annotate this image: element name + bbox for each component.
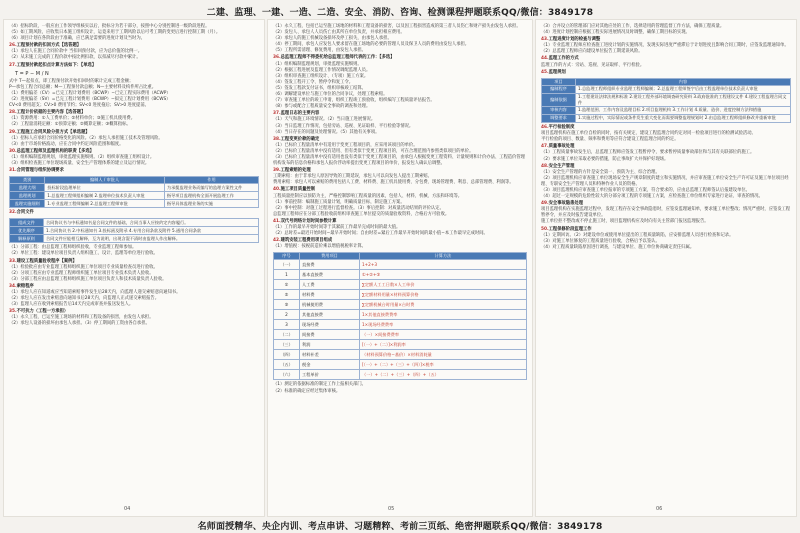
table-cell: 人工费 bbox=[300, 280, 360, 290]
section-number: 32. bbox=[9, 210, 17, 216]
paragraph: （1）天气和施工环境情况。（2）当日施工进展情况。 bbox=[273, 117, 376, 123]
section-title: 平行检验制度 bbox=[548, 125, 575, 131]
paragraph: （2）发包人、承包人人员伤亡由其所在单位负责，并承担相应费用。 bbox=[273, 30, 405, 36]
table-cell: 投标阶段监理单位 bbox=[45, 184, 165, 192]
table-row bbox=[10, 219, 259, 227]
paragraph: 工期索赔：由于非承包人原因导致的工期延误，承包人可以向发包人提出工期索赔。 bbox=[273, 174, 432, 180]
table-cell: 1.合同协议书 2.中标通知书 3.投标函及附录 4.专用合同条款及附件 5.通用合同条款 bbox=[44, 227, 259, 235]
paragraph: 费用索赔：承包人可以索赔的费用包括人工费、材料费、施工机具使用费、分包费、现场管理费、利息、总部管理费、利润等。 bbox=[273, 180, 514, 186]
table-cell: 1 bbox=[274, 270, 300, 280]
table-cell: 2 bbox=[274, 310, 300, 320]
footer-banner: 名师面授精华、央企内训、考点串讲、习题精粹、考前三页纸、绝密押题联系QQ/微信：3849178 bbox=[197, 522, 603, 532]
cost-table bbox=[273, 252, 527, 380]
paragraph: （3）组织检查施工单位现场质量、安全生产管理体系的建立及运行情况。 bbox=[9, 160, 150, 166]
plan-table-header: 作用 bbox=[164, 177, 258, 184]
review-table-header: 内容 bbox=[576, 78, 791, 85]
table-cell: 编制依据 bbox=[542, 93, 576, 106]
table-cell: 材料费 bbox=[300, 290, 360, 300]
paragraph: （3）已标价工程量清单中没有适用也没有类似于变更工程项目的，由承包人根据变更工程资料、计量规则和计价办法、工程造价管理机构发布的信息价格和承包人报价浮动率提出变更工程项目的单价，报发包人确认后调整。 bbox=[273, 154, 525, 167]
paragraph: （2）项目监理机构应审查施工单位现场安全生产规章制度的建立和实施情况，并应审查施工单位安全生产许可证及施工单位项目经理、专职安全生产管理人员和特种作业人员的资格。 bbox=[541, 175, 789, 187]
table-cell: 直接费 bbox=[300, 260, 360, 270]
section-number: 34. bbox=[9, 283, 17, 289]
section-title: 工程进度计划的检查与调整 bbox=[548, 37, 601, 43]
page-left bbox=[3, 19, 265, 517]
table-row bbox=[542, 93, 791, 106]
section-title: 双代号网络计划时间参数计算 bbox=[280, 218, 337, 224]
table-cell: 利润 bbox=[300, 340, 360, 350]
table-row bbox=[10, 184, 259, 192]
section-title: 建筑安装工程费用项目组成 bbox=[280, 238, 333, 244]
paragraph: （3）分部工程应由总监理工程师组织施工单位项目负责人和技术质量负责人验收。 bbox=[9, 276, 167, 282]
cost-table-header: 费用项目 bbox=[300, 253, 360, 260]
paragraph: （2）标准的确定应经过集体审核。 bbox=[273, 388, 341, 394]
contract-table bbox=[9, 218, 259, 243]
table-cell: ③ bbox=[274, 300, 300, 310]
section-number: 33. bbox=[9, 258, 17, 264]
table-cell: 1.监理范围、工作内容及监理目标 2.项目监理机构 3.工作计划 4.质量、造价、进度控制方法和措施 bbox=[576, 107, 791, 115]
table-cell: 合同协议书与中标通知书是合同文件的基础，合同当事人应按约定内容履行。 bbox=[44, 219, 259, 227]
section-title: 合同文件 bbox=[16, 210, 34, 216]
table-row bbox=[542, 115, 791, 123]
section-title: 工程变更价款的确定 bbox=[280, 136, 320, 142]
table-row bbox=[542, 107, 791, 115]
table-cell: [（一）+（二）]×利润率 bbox=[360, 340, 527, 350]
section-title: 工程索赔的处理 bbox=[280, 168, 311, 174]
table-cell: ① bbox=[274, 280, 300, 290]
paragraph: （4）当日存在的问题及处理情况。（5）其他有关事项。 bbox=[273, 129, 380, 135]
section-number: 49. bbox=[541, 201, 549, 207]
formula: T = P − M / N bbox=[15, 70, 49, 77]
paragraph: （5）如工期风险，应收集日本施工组织设计，运竟来用于工期风险以后可考工期的变更后进行控制工期（月）。 bbox=[9, 30, 221, 36]
paragraph: 平行检验的项目、数量、频率和费用等应符合建设工程监理合同的约定。 bbox=[541, 137, 679, 143]
table-cell: （六） bbox=[274, 370, 300, 380]
left-column bbox=[4, 20, 264, 332]
table-row bbox=[274, 320, 527, 330]
table-cell: 1.专业监理工程师编制 2.总监理工程师审批 bbox=[45, 200, 165, 208]
table-row bbox=[274, 370, 527, 380]
paragraph: （4）招标阶段，一般应由工作领导组核实以后，批标分为若干部分，按照中心分别控制进一级阶段进程。 bbox=[9, 24, 210, 29]
section-title: 总监理工程师及监理机构的职责【多选】 bbox=[16, 148, 94, 154]
left-text-block-2 bbox=[9, 210, 259, 216]
paragraph: 总监理工程师应在分部工程验收前组织审查施工单位提交的质量验收资料，合格后方可验收。 bbox=[273, 211, 450, 217]
table-cell: （五） bbox=[274, 360, 300, 370]
section-number: 43. bbox=[541, 37, 549, 43]
paragraph: （5）工程所需清理、修复费用，由发包人承担。 bbox=[273, 48, 366, 54]
table-cell: 工程单价 bbox=[300, 370, 360, 380]
table-cell: 编制程序 bbox=[542, 85, 576, 93]
table-cell: 1.实施过程中，实际情况或条件发生重大变化而需要调整监理规划时 2.由总监理工程师组织修改并重新审批 bbox=[576, 115, 791, 123]
paragraph: （2）分项工程应由专业监理工程师组织施工单位项目专业技术负责人验收。 bbox=[9, 270, 154, 276]
paragraph: （1）招标人应承担合同价格变化的风险。（2）承包人承担施工技术及管理风险。 bbox=[9, 135, 163, 141]
table-row bbox=[10, 235, 259, 243]
paragraph: （3）监理人应在收到索赔报告后14天内完成审查并报送发包人。 bbox=[9, 302, 134, 308]
table-cell: 1+2+3 bbox=[360, 260, 527, 270]
paragraph: （2）已标价工程量清单中没有适用、但有类似于变更工程项目的，可在合理范围内参照类似项目的单价。 bbox=[273, 148, 474, 154]
paragraph: （1）费用偏差（CV）=已完工程计划费用（BCWP）−已完工程实际费用（ACWP） bbox=[9, 90, 171, 96]
section-title: 不可抗力（工程一方承担） bbox=[16, 309, 69, 315]
paragraph: （2）总时差=最迟开始时间−最早开始时间；自由时差=紧后工作最早开始时间的最小值−本工作最早完成时间。 bbox=[273, 231, 488, 237]
paragraph: （4）停工期间，承包人应发包人要求留在施工场地的必要的管理人员及保卫人员的费用由发包人承担。 bbox=[273, 42, 470, 48]
section-number: 31. bbox=[9, 168, 17, 174]
page-right bbox=[535, 19, 797, 517]
paragraph: （3）项目监理机构应审查施工单位报审的专项施工方案，符合要求的，应由总监理工程师签认后报建设单位。 bbox=[541, 187, 750, 193]
paragraph: （1）安全生产管理的方针是安全第一、预防为主、综合治理。 bbox=[541, 169, 660, 175]
table-cell: ∑定额材料用量×材料预算价格 bbox=[360, 290, 527, 300]
section-number: 45. bbox=[541, 69, 549, 75]
section-title: 工程预付款的扣回方式【选答题】 bbox=[16, 43, 82, 49]
paragraph: 工程质量控制应以预防为主，严格控制影响工程质量的因素，包括人、材料、机械、方法和环境等。 bbox=[273, 193, 463, 199]
table-cell: 审核内容 bbox=[542, 107, 576, 115]
table-cell: （一）×间接费费率 bbox=[360, 330, 527, 340]
table-cell: 3 bbox=[274, 320, 300, 330]
paragraph: （2）单位工程：建设单位项目负责人组织施工、设计、监理等单位进行验收。 bbox=[9, 251, 158, 257]
table-cell: 解释原则 bbox=[10, 235, 44, 243]
paragraph: （3）对施工单位修复的工程质量进行验收，合格后予以签认。 bbox=[541, 238, 660, 244]
table-row bbox=[274, 280, 527, 290]
paragraph: （5）签发工程款支付证书，组织审核竣工结算。 bbox=[273, 85, 366, 91]
paragraph: P—承包工程合同总额；M—工程预付款总额；N—主要材料及构件所占比重。 bbox=[9, 84, 157, 90]
section-number: 38. bbox=[273, 136, 281, 142]
table-cell: 1.总监理工程师组织专业监理工程师编制；2.总监理工程师签字后由工程监理单位技术负责人审批 bbox=[576, 85, 791, 93]
section-number: 35. bbox=[9, 309, 17, 315]
cost-table-header: 计算方法 bbox=[360, 253, 527, 260]
paragraph: （2）事中控制：对施工过程进行监督检查。（3）事后控制：对质量活动结果的评价认定。 bbox=[273, 205, 444, 211]
cost-table-body bbox=[274, 260, 527, 380]
table-cell: 合同文件应能相互解释，互为说明，出现含混不清时由监理人作出解释。 bbox=[44, 235, 259, 243]
table-row bbox=[274, 350, 527, 360]
table-row bbox=[274, 360, 527, 370]
section-title: 安全事故隐患处理 bbox=[548, 201, 583, 207]
section-title: 工程预付款起扣点计算方法如下：【单选】 bbox=[16, 62, 97, 68]
table-cell: ∑定额人工工日数×人工单价 bbox=[360, 280, 527, 290]
table-cell: 1×现场经费费率 bbox=[360, 320, 527, 330]
table-cell: 基本直接费 bbox=[300, 270, 360, 280]
right-text-block-1 bbox=[541, 24, 791, 76]
table-cell: （材料预算价格−基价）×材料消耗量 bbox=[360, 350, 527, 360]
paragraph: （6）调解建设单位与施工单位的合同争议，处理工程索赔。 bbox=[273, 92, 388, 98]
section-number: 36. bbox=[273, 55, 281, 61]
paragraph: （3）承包人的施工机械设备损坏及停工损失，由承包人承担。 bbox=[273, 36, 392, 42]
paragraph: （1）检验批应由专业监理工程师组织施工单位项目专业质量检查员进行验收。 bbox=[9, 264, 158, 270]
table-cell: 1.总监理工程师组织编制 2.监理单位技术负责人审批 bbox=[45, 192, 165, 200]
table-cell: （二） bbox=[274, 330, 300, 340]
section-title: 监理规划 bbox=[548, 69, 566, 75]
paragraph: （1）专业监理工程师应检查施工进度计划的实施情况，发现实际进度严重滞后于计划进度且影响合同工期时，应签发监理通知单。 bbox=[541, 43, 789, 49]
paragraph: （6）项目计划在各阶段由于准确，应已满足需要的进度计划及当时为。 bbox=[9, 36, 145, 42]
paragraph: （2）工程量消耗定额：①预算定额；②概算定额；③概算指标。 bbox=[9, 122, 131, 128]
plan-review-table bbox=[541, 78, 791, 123]
cost-table-header: 序号 bbox=[274, 253, 300, 260]
section-number: 50. bbox=[541, 226, 549, 232]
paragraph: 式中 T—起扣点，即工程预付款开始扣回时的累计完成工程金额； bbox=[9, 78, 134, 84]
section-number: 37. bbox=[273, 111, 281, 117]
table-row bbox=[10, 227, 259, 235]
section-number: 48. bbox=[541, 163, 549, 169]
paragraph: （3）由于市场价格波动，应在合同中约定风险范围和幅度。 bbox=[9, 141, 124, 147]
table-cell: 现场经费 bbox=[300, 320, 360, 330]
table-cell: [（一）+（二）+（三）+（四）]×税率 bbox=[360, 360, 527, 370]
paragraph: （2）总监理工程师应向建设单位报告工期延误风险。 bbox=[541, 49, 643, 55]
paragraph: （3）当日监理工作情况，包括旁站、巡视、见证取样、平行检验等情况。 bbox=[273, 123, 414, 129]
paragraph: （4）进度计划控制应根据工程实际进展情况及时调整，确保工期目标的实现。 bbox=[541, 30, 690, 36]
table-cell: 机械使用费 bbox=[300, 300, 360, 310]
section-number: 42. bbox=[273, 238, 281, 244]
table-cell: 调整要求 bbox=[542, 115, 576, 123]
section-number: 28. bbox=[9, 110, 17, 116]
table-cell: 间接费 bbox=[300, 330, 360, 340]
page-number: 05 bbox=[388, 506, 395, 512]
section-heading bbox=[541, 70, 791, 76]
paragraph: （1）工作的最早开始时间等于其紧前工作最早完成时间的最大值。 bbox=[273, 225, 401, 230]
paragraph: （2）根据工程进展及监理工作情况调配监理人员。 bbox=[273, 67, 371, 73]
paragraph: （1）永久工程、包括已运至施工场地的材料和工程设备的损害，以及因工程损害造成的第三者人员伤亡和财产损失由发包人承担。 bbox=[273, 24, 521, 29]
middle-text-block-after bbox=[273, 382, 527, 394]
paragraph: （8）参与或配合工程质量安全事故的调查和处理。 bbox=[273, 104, 371, 110]
page-middle bbox=[267, 19, 533, 517]
header-banner: 二建、监理、一建、一造、二造、安全、消防、咨询、检测课程押题联系QQ/微信：3849178 bbox=[206, 8, 594, 18]
page-number: 04 bbox=[124, 506, 131, 512]
section-title: 合同管理与组织协调要求 bbox=[16, 168, 64, 174]
table-cell: 材料补差 bbox=[300, 350, 360, 360]
table-cell: 指导具体监理业务的实施 bbox=[164, 200, 258, 208]
left-text-block-3 bbox=[9, 245, 259, 327]
paragraph: （1）已标价工程量清单中有适用于变更工程项目的，应采用该项目的单价。 bbox=[273, 142, 418, 148]
paragraph: （3）合并设立的管理部门应对其他应处的工作，选择适用的管理监督工作方法，确保工程质量。 bbox=[541, 24, 725, 29]
paragraph: （4）对工程质量缺陷原因进行调查，与建设单位、施工单位协商确定责任归属。 bbox=[541, 244, 695, 250]
section-title: 工程施工合同风险分担方式【单选题】 bbox=[16, 129, 90, 135]
paragraph: （1）资源费用：①人工费单价；②材料单价；③施工机具使用费。 bbox=[9, 116, 136, 122]
table-cell: 其他直接费 bbox=[300, 310, 360, 320]
table-row bbox=[10, 200, 259, 208]
table-row bbox=[10, 192, 259, 200]
paragraph: 监理工作的方式：旁站、巡视、见证取样、平行检验。 bbox=[541, 62, 645, 68]
paragraph: （4）超过一定规模的危险性较大的分部分项工程的专项施工方案，应检查施工单位组织专家进行论证、审查的情况。 bbox=[541, 194, 763, 200]
middle-text-block bbox=[273, 24, 527, 250]
plan-table-header: 编制人 / 审批人 bbox=[45, 177, 165, 184]
section-number: 27. bbox=[9, 62, 17, 68]
table-cell: 监理大纲 bbox=[10, 184, 45, 192]
table-cell: 税金 bbox=[300, 360, 360, 370]
paragraph: （4）签发工程开工令、暂停令和复工令。 bbox=[273, 79, 354, 85]
table-cell: 组成文件 bbox=[10, 219, 44, 227]
page-number: 06 bbox=[656, 506, 663, 512]
table-cell: （三） bbox=[274, 340, 300, 350]
paragraph: （1）组织编制监理规划，审批监理实施细则。（2）组织审查施工组织设计。 bbox=[9, 154, 155, 160]
section-title: 安全生产管理 bbox=[548, 163, 575, 169]
paragraph: 项目监理机构在实施监理过程中，发现工程存在安全事故隐患时，应签发监理通知单，要求施工单位整改；情况严重时，应签发工程暂停令，并应及时报告建设单位。 bbox=[541, 207, 791, 219]
paragraph: （2）进度偏差（SV）=已完工程计划费用（BCWP）−拟完工程计划费用（BCWS） bbox=[9, 97, 171, 103]
paragraph: （1）增值税：按税前造价乘以增值税税率计算。 bbox=[273, 244, 366, 250]
section-title: 总监理工程师不得委托给总监理工程师代表的工作：【多选】 bbox=[280, 55, 395, 61]
section-number: 47. bbox=[541, 144, 549, 150]
left-text-block-1 bbox=[9, 24, 259, 174]
table-row bbox=[274, 300, 527, 310]
section-number: 29. bbox=[9, 129, 17, 135]
table-cell: 指导项目监理机构全面开展监理工作 bbox=[164, 192, 258, 200]
table-cell: ② bbox=[274, 290, 300, 300]
section-heading bbox=[9, 168, 259, 174]
paragraph: 施工单位拒不整改或不停止施工时，项目监理机构应及时向有关主管部门报送监理报告。 bbox=[541, 219, 709, 225]
paragraph: （1）测定的依据标准的制定工作上报相关部门。 bbox=[273, 382, 366, 388]
table-row bbox=[542, 85, 791, 93]
paragraph: （1）组织编制监理规划，审批监理实施细则。 bbox=[273, 61, 362, 67]
right-text-block-2 bbox=[541, 125, 791, 251]
section-heading bbox=[9, 210, 259, 216]
paragraph: （2）承包人应在发出索赔意向通知书后28天内，向监理人正式递交索赔报告。 bbox=[9, 296, 159, 302]
plan-table-header: 类别 bbox=[10, 177, 45, 184]
section-number: 30. bbox=[9, 148, 17, 154]
section-title: 建设工程质量验收程序【案例】 bbox=[16, 258, 77, 264]
section-number: 41. bbox=[273, 218, 281, 224]
section-title: 施工项目质量控制 bbox=[280, 187, 315, 193]
table-cell: 1×其他直接费费率 bbox=[360, 310, 527, 320]
plan-table bbox=[9, 176, 259, 208]
middle-column bbox=[268, 20, 532, 399]
section-number: 44. bbox=[541, 56, 549, 62]
paragraph: （1）承包人在施工合同价款中 当扣回预付款，应为总价值的比例一。 bbox=[9, 49, 143, 55]
table-cell: 1.工程建设法律法规和标准 2.建设工程外部环境调查研究资料 3.政府批准的工程建设文件 4.建设工程监理合同文件 bbox=[576, 93, 791, 106]
paragraph: （1）分部工程：由总监理工程师组织验收，专业监理工程师参加。 bbox=[9, 245, 137, 251]
table-cell: ∑定额机械台时用量×台时费 bbox=[360, 300, 527, 310]
section-number: 40. bbox=[273, 187, 281, 193]
table-cell: （一） bbox=[274, 260, 300, 270]
table-cell: 监理实施细则 bbox=[10, 200, 45, 208]
paragraph: （1）永久工程、已运至施工现场的材料和工程设备的损害，由发包人承担。 bbox=[9, 315, 154, 321]
paragraph: （7）审查施工单位的竣工申请，组织工程竣工预验收，组织编写工程质量评估报告。 bbox=[273, 98, 435, 104]
section-title: 质量事故处理 bbox=[548, 144, 575, 150]
table-row bbox=[274, 340, 527, 350]
paragraph: （2）从未施工完成的工程价款中按比例扣款，以扣减尽付款中累计。 bbox=[9, 55, 141, 61]
paragraph: （1）事前控制：编制施工质量计划，明确质量目标，制定施工方案。 bbox=[273, 199, 405, 205]
table-cell: （四） bbox=[274, 350, 300, 360]
section-heading bbox=[9, 63, 259, 69]
section-title: 工程计价依据的主要内容【选答题】 bbox=[16, 110, 86, 116]
section-number: 46. bbox=[541, 125, 549, 131]
section-title: 监理日志的主要内容 bbox=[280, 111, 320, 117]
right-column bbox=[536, 20, 796, 255]
table-row bbox=[274, 330, 527, 340]
paragraph: （2）承包人设备的损坏由承包人承担。（3）停工期间的工资由各自承担。 bbox=[9, 321, 150, 327]
section-title: 索赔程序 bbox=[16, 283, 34, 289]
paragraph: （2）要求施工单位采取必要的措施，防止事故扩大并保护好现场。 bbox=[541, 156, 669, 162]
section-title: 工程保修阶段监理工作 bbox=[548, 226, 592, 232]
table-cell: ①+②+③ bbox=[360, 270, 527, 280]
paragraph: （1）定期回访。（2）对建设单位或使用单位提出的工程质量缺陷，应安排监理人员进行检查和记录。 bbox=[541, 232, 734, 238]
table-cell: 优先顺序 bbox=[10, 227, 44, 235]
section-number: 39. bbox=[273, 168, 281, 174]
section-number: 26. bbox=[9, 43, 17, 49]
paragraph: （3）组织审查施工组织设计、（专项）施工方案。 bbox=[273, 73, 369, 79]
paragraph: 项目监理机构在施工单位自检的同时，按有关规定、建设工程监理合同约定对同一检验项目进行的检测试验活动。 bbox=[541, 131, 756, 137]
review-table-header: 项目 bbox=[542, 78, 576, 85]
paragraph: CV<0 费用超支；CV>0 费用节约；SV<0 进度拖后；SV>0 进度提前。 bbox=[9, 103, 149, 109]
section-title: 监理工作的方式 bbox=[548, 56, 579, 62]
table-cell: （一）+（二）+（三）+（四）+（五） bbox=[360, 370, 527, 380]
paragraph: （1）承包人应在知道或应当知道索赔事件发生后28天内，向监理人递交索赔意向通知书。 bbox=[9, 290, 181, 295]
table-row bbox=[274, 270, 527, 280]
table-cell: 监理规划 bbox=[10, 192, 45, 200]
table-row bbox=[274, 310, 527, 320]
paragraph: （1）工程质量事故发生后，总监理工程师应签发工程暂停令，要求暂停质量事故部位和与其有关联部位的施工。 bbox=[541, 150, 755, 156]
table-cell: 为承揽监理业务而编写的监理方案性文件 bbox=[164, 184, 258, 192]
table-row bbox=[274, 290, 527, 300]
table-row bbox=[274, 260, 527, 270]
